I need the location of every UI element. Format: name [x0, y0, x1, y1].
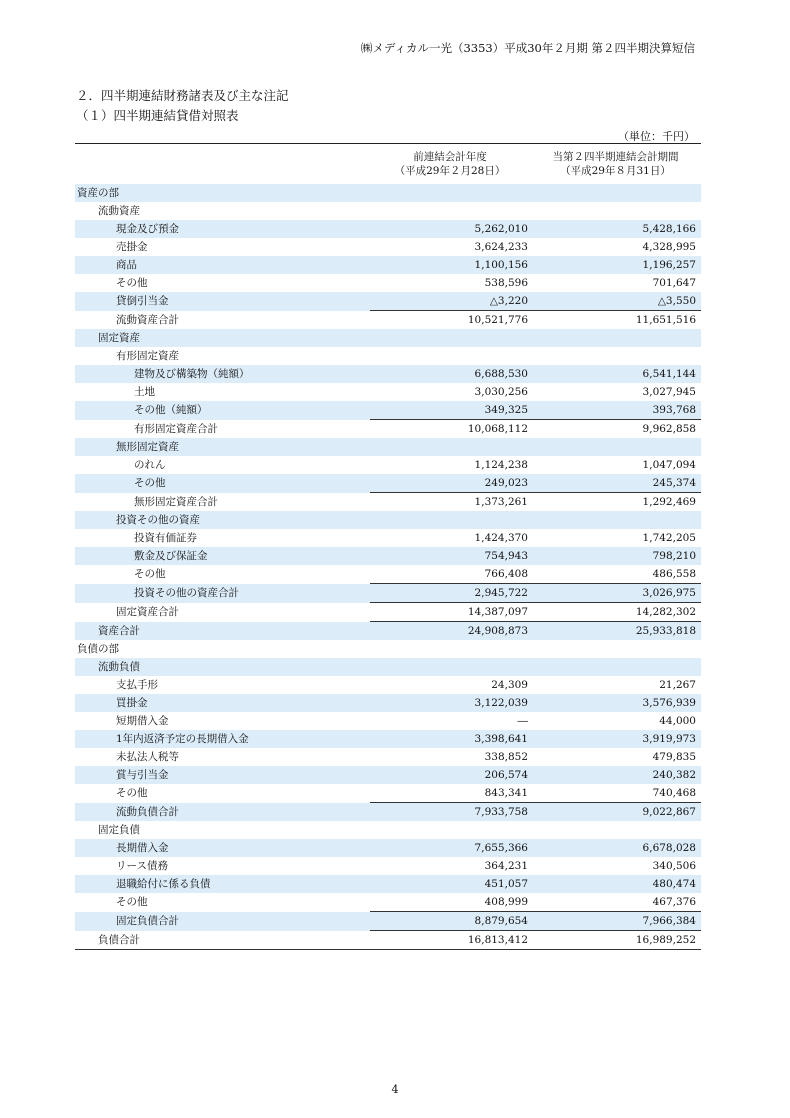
table-row	[75, 622, 701, 641]
current-period-value: 467,376	[652, 896, 696, 908]
prev-period-value	[370, 202, 530, 220]
row-label: 負債の部	[77, 643, 119, 655]
row-label: その他	[75, 474, 370, 493]
table-row	[75, 712, 701, 730]
current-period-value: 9,962,858	[530, 420, 701, 439]
row-label: 固定負債	[98, 824, 140, 836]
current-period-value	[530, 640, 701, 658]
table-row	[75, 547, 701, 565]
table-row	[75, 857, 701, 875]
table-row	[75, 803, 701, 822]
row-label: 売掛金	[116, 241, 148, 253]
current-period-value: 21,267	[659, 679, 696, 691]
prev-period-value: 1,124,238	[474, 459, 528, 471]
prev-period-value	[370, 438, 530, 456]
prev-period-date: （平成29年２月28日）	[394, 165, 506, 177]
table-row	[75, 640, 701, 658]
current-period-value: 798,210	[530, 547, 701, 565]
table-row	[75, 329, 701, 347]
current-period-value	[530, 658, 701, 676]
prev-period-value: 2,945,722	[370, 584, 530, 603]
prev-period-value: ―	[517, 715, 528, 727]
table-row	[75, 511, 701, 529]
current-period-value: 9,022,867	[530, 803, 701, 822]
row-label: 流動資産	[98, 205, 140, 217]
prev-period-value: 538,596	[484, 277, 528, 289]
row-label: 資産合計	[75, 622, 370, 641]
prev-period-label: 前連結会計年度	[413, 151, 487, 163]
row-label: 土地	[134, 386, 155, 398]
prev-period-value: 10,068,112	[370, 420, 530, 439]
row-label: 投資その他の資産合計	[75, 584, 370, 603]
row-label: 現金及び預金	[75, 220, 370, 238]
prev-period-value: 408,999	[484, 896, 528, 908]
row-label: 支払手形	[116, 679, 158, 691]
row-label: 未払法人税等	[116, 751, 179, 763]
table-row	[75, 292, 701, 311]
table-row	[75, 256, 701, 274]
prev-period-value: 1,373,261	[370, 493, 530, 512]
prev-period-value	[370, 329, 530, 347]
prev-period-value: 16,813,412	[370, 931, 530, 950]
row-label: 賞与引当金	[75, 766, 370, 784]
prev-period-value: 3,030,256	[474, 386, 528, 398]
row-label: 固定負債合計	[75, 912, 370, 931]
prev-period-value: 349,325	[370, 401, 530, 420]
current-period-value: 6,541,144	[530, 365, 701, 383]
current-period-value: 245,374	[530, 474, 701, 493]
current-period-value	[530, 202, 701, 220]
row-label: 資産の部	[75, 184, 370, 202]
table-row	[75, 401, 701, 420]
current-period-value	[530, 184, 701, 202]
current-period-value: 3,576,939	[530, 694, 701, 712]
prev-period-value: 14,387,097	[370, 603, 530, 622]
row-label: 無形固定資産合計	[134, 495, 218, 508]
row-label: 固定資産合計	[116, 606, 179, 618]
table-row	[75, 766, 701, 784]
table-row	[75, 383, 701, 401]
current-period-value: 25,933,818	[530, 622, 701, 641]
row-label: 貸倒引当金	[75, 292, 370, 311]
prev-period-value: 7,655,366	[370, 839, 530, 857]
table-row	[75, 529, 701, 547]
prev-period-value: 206,574	[370, 766, 530, 784]
current-period-value: 1,292,469	[530, 493, 701, 512]
unit-label: （単位：千円）	[618, 130, 695, 143]
row-label: 負債合計	[75, 931, 370, 950]
current-period-value	[530, 511, 701, 529]
table-row	[75, 784, 701, 803]
prev-period-value: 249,023	[370, 474, 530, 493]
row-label: 1年内返済予定の長期借入金	[75, 730, 370, 748]
page-number: 4	[391, 1083, 399, 1096]
prev-period-value: 1,424,370	[474, 532, 528, 544]
company-header: ㈱メディカル一光（3353）平成30年２月期 第２四半期決算短信	[360, 41, 695, 55]
row-label: リース債務	[116, 860, 168, 872]
row-label: その他	[116, 277, 148, 289]
table-row	[75, 584, 701, 603]
table-row	[75, 893, 701, 912]
prev-period-value: 3,122,039	[370, 694, 530, 712]
current-period-value: △3,550	[530, 292, 701, 311]
prev-period-value: 451,057	[370, 875, 530, 893]
table-row	[75, 220, 701, 238]
table-row	[75, 274, 701, 292]
row-label: 固定資産	[75, 329, 370, 347]
row-label: のれん	[134, 459, 166, 471]
current-period-value: 1,047,094	[642, 459, 696, 471]
prev-period-value: 338,852	[484, 751, 528, 763]
table-row	[75, 694, 701, 712]
prev-period-value	[370, 347, 530, 365]
row-label: 投資その他の資産	[75, 511, 370, 529]
header-label-column	[75, 144, 370, 185]
current-period-value: 701,647	[652, 277, 696, 289]
row-label: その他（純額）	[75, 401, 370, 420]
table-row	[75, 420, 701, 439]
table-row	[75, 202, 701, 220]
current-period-value: 479,835	[652, 751, 696, 763]
prev-period-value	[370, 821, 530, 839]
prev-period-value	[370, 658, 530, 676]
current-period-value	[530, 821, 701, 839]
header-prev-period	[370, 144, 530, 185]
table-row	[75, 493, 701, 512]
row-label: 有形固定資産合計	[134, 422, 218, 435]
row-label: その他	[116, 787, 148, 800]
table-row	[75, 658, 701, 676]
subsection-title: （１）四半期連結貸借対照表	[76, 108, 239, 123]
table-header-row	[75, 144, 701, 185]
current-period-value: 3,026,975	[530, 584, 701, 603]
table-row	[75, 365, 701, 383]
prev-period-value: 3,398,641	[370, 730, 530, 748]
row-label: その他	[134, 568, 166, 581]
table-row	[75, 565, 701, 584]
current-period-value: 6,678,028	[530, 839, 701, 857]
prev-period-value: 3,624,233	[474, 241, 528, 253]
prev-period-value: 24,908,873	[370, 622, 530, 641]
prev-period-value: △3,220	[370, 292, 530, 311]
current-period-value: 5,428,166	[530, 220, 701, 238]
table-row	[75, 474, 701, 493]
table-row	[75, 875, 701, 893]
table-row	[75, 238, 701, 256]
row-label: 短期借入金	[116, 715, 169, 727]
current-period-value: 486,558	[652, 568, 696, 580]
current-period-value: 1,742,205	[642, 532, 696, 544]
table-row	[75, 931, 701, 950]
table-row	[75, 839, 701, 857]
row-label: 流動負債	[75, 658, 370, 676]
current-period-value: 3,919,973	[530, 730, 701, 748]
current-period-value: 3,027,945	[642, 386, 696, 398]
row-label: 敷金及び保証金	[75, 547, 370, 565]
current-period-value	[530, 438, 701, 456]
prev-period-value: 6,688,530	[370, 365, 530, 383]
row-label: 流動負債合計	[75, 803, 370, 822]
current-period-value: 1,196,257	[530, 256, 701, 274]
table-row	[75, 676, 701, 694]
current-period-value: 7,966,384	[530, 912, 701, 931]
header-current-period	[530, 144, 701, 185]
prev-period-value: 5,262,010	[370, 220, 530, 238]
prev-period-value: 10,521,776	[370, 311, 530, 330]
prev-period-value: 754,943	[370, 547, 530, 565]
row-label: 退職給付に係る負債	[75, 875, 370, 893]
balance-sheet-table	[75, 143, 701, 950]
current-period-label: 当第２四半期連結会計期間	[552, 151, 679, 163]
current-period-value: 740,468	[652, 787, 696, 799]
current-period-value: 16,989,252	[530, 931, 701, 950]
current-period-value: 240,382	[530, 766, 701, 784]
prev-period-value	[370, 184, 530, 202]
row-label: 流動資産合計	[116, 313, 179, 326]
prev-period-value: 364,231	[484, 860, 528, 872]
table-row	[75, 456, 701, 474]
table-row	[75, 347, 701, 365]
prev-period-value	[370, 511, 530, 529]
current-period-value: 14,282,302	[530, 603, 701, 622]
row-label: 商品	[75, 256, 370, 274]
row-label: その他	[116, 896, 148, 909]
table-row	[75, 912, 701, 931]
table-row	[75, 821, 701, 839]
prev-period-value	[370, 640, 530, 658]
current-period-value	[530, 347, 701, 365]
table-row	[75, 184, 701, 202]
prev-period-value: 8,879,654	[370, 912, 530, 931]
prev-period-value: 1,100,156	[370, 256, 530, 274]
prev-period-value: 843,341	[484, 787, 528, 799]
table-row	[75, 748, 701, 766]
current-period-date: （平成29年８月31日）	[560, 165, 671, 177]
table-row	[75, 603, 701, 622]
prev-period-value: 7,933,758	[370, 803, 530, 822]
row-label: 長期借入金	[75, 839, 370, 857]
current-period-value: 340,506	[652, 860, 696, 872]
current-period-value	[530, 329, 701, 347]
row-label: 無形固定資産	[75, 438, 370, 456]
table-row	[75, 438, 701, 456]
current-period-value: 480,474	[530, 875, 701, 893]
table-row	[75, 730, 701, 748]
prev-period-value: 24,309	[491, 679, 528, 691]
section-title: ２．四半期連結財務諸表及び主な注記	[76, 88, 289, 103]
row-label: 有形固定資産	[116, 350, 179, 362]
row-label: 建物及び構築物（純額）	[75, 365, 370, 383]
table-row	[75, 311, 701, 330]
current-period-value: 4,328,995	[642, 241, 696, 253]
current-period-value: 44,000	[659, 715, 696, 727]
balance-sheet-body	[75, 184, 701, 950]
current-period-value: 11,651,516	[530, 311, 701, 330]
row-label: 投資有価証券	[134, 532, 197, 544]
prev-period-value: 766,408	[484, 568, 528, 580]
row-label: 買掛金	[75, 694, 370, 712]
current-period-value: 393,768	[530, 401, 701, 420]
